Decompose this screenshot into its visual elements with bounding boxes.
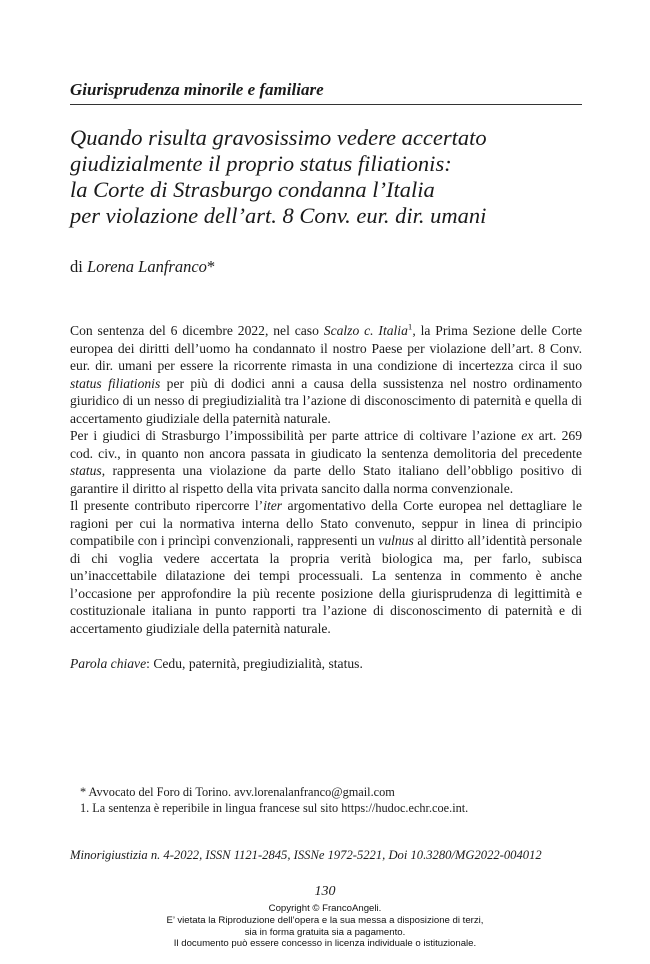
journal-info: Minorigiustizia n. 4-2022, ISSN 1121-2845, ISSNe 1972-5221, Doi 10.3280/MG2022-004012 (70, 848, 542, 862)
title-line: giudizialmente il proprio status filiationis: (70, 151, 452, 176)
case-name: Scalzo c. Italia (323, 323, 408, 338)
footnote-1: 1. La sentenza è reperibile in lingua francese sul sito https://hudoc.echr.coe.int. (80, 801, 469, 815)
footnote-author: * Avvocato del Foro di Torino. avv.lorenalanfranco@gmail.com (80, 785, 395, 799)
copyright-line: E’ vietata la Riproduzione dell’opera e la sua messa a disposizione di terzi, (166, 914, 484, 926)
footnotes (80, 784, 580, 816)
page-number: 130 (314, 884, 336, 899)
abstract-text: al diritto all’identità personale di chi voglia vedere accertata la propria verità biologica ma, per farlo, subisca un’inaccettabile dilatazione dei tempi processuali. La sentenza in commento è anche l’occasione per approfondire la più recente posizione della giurisprudenza di legittimità e costituzionale italiana in punto rapporti tra l’azione di disconoscimento di paternità e di accertamento giudiziale della paternità naturale. (70, 533, 582, 636)
copyright-line: Copyright © FrancoAngeli. (268, 903, 382, 914)
keywords (70, 655, 582, 673)
italic-term: iter (263, 498, 283, 513)
italic-term: ex (521, 428, 534, 443)
abstract-text: Per i giudici di Strasburgo l’impossibilità per parte attrice di coltivare l’azione (70, 428, 522, 443)
abstract-text: Il presente contributo ripercorre l’ (70, 498, 264, 513)
copyright-line: sia in forma gratuita sia a pagamento. (244, 926, 406, 938)
abstract-text: Con sentenza del 6 dicembre 2022, nel caso (70, 323, 324, 338)
title-line: per violazione dell’art. 8 Conv. eur. dir. umani (70, 203, 487, 228)
abstract-text: , la Prima Sezione delle Corte europea dei diritti dell’uomo ha condannato il nostro Paese per violazione dell’art. 8 Conv. eur. dir. umani per essere la ricorrente rimasta in una condizione di incertezza circa il suo (70, 323, 583, 373)
title-line: Quando risulta gravosissimo vedere accertato (70, 125, 487, 150)
author-name: Lorena Lanfranco (86, 257, 207, 276)
section-header: Giurisprudenza minorile e familiare (70, 80, 582, 105)
article-title (70, 125, 582, 229)
italic-term: status filiationis (70, 375, 161, 391)
abstract-paragraph (70, 322, 582, 427)
author-prefix: di (70, 257, 83, 276)
copyright-notice (0, 903, 650, 950)
italic-term: vulnus (378, 533, 414, 548)
author-footnote-marker: * (206, 257, 216, 276)
title-line: la Corte di Strasburgo condanna l’Italia (70, 177, 435, 202)
keywords-text: Cedu, paternità, pregiudizialità, status. (153, 656, 363, 671)
author-line (70, 257, 215, 277)
abstract-text: , rappresenta una violazione da parte dello Stato italiano dell’obbligo positivo di garantire il diritto al rispetto della vita privata sancito dalla norma convenzionale. (70, 463, 582, 496)
keywords-label: Parola chiave (70, 656, 147, 671)
abstract-text: per più di dodici anni a causa della sussistenza nel nostro ordinamento giuridico di un nesso di pregiudizialità tra l’azione di disconoscimento di paternità e quella di accertamento giudiziale della paternità naturale. (70, 375, 583, 426)
abstract-text: art. 269 cod. civ., in quanto non ancora passata in giudicato la sentenza demolitoria del precedente (70, 428, 582, 461)
abstract-paragraph (70, 427, 582, 497)
keywords-separator: : (146, 656, 154, 671)
footnote-ref: 1 (407, 321, 413, 332)
abstract (70, 322, 582, 673)
copyright-line: Il documento può essere concesso in licenza individuale o istituzionale. (173, 938, 477, 950)
abstract-paragraph (70, 497, 582, 637)
italic-term: status (70, 463, 102, 478)
abstract-text: argomentativo della Corte europea nel dettagliare le ragioni per cui la normativa interna dello Stato convenuto, seppur in linea di principio compatibile con i princìpi convenzionali, rappresenti un (70, 498, 582, 548)
